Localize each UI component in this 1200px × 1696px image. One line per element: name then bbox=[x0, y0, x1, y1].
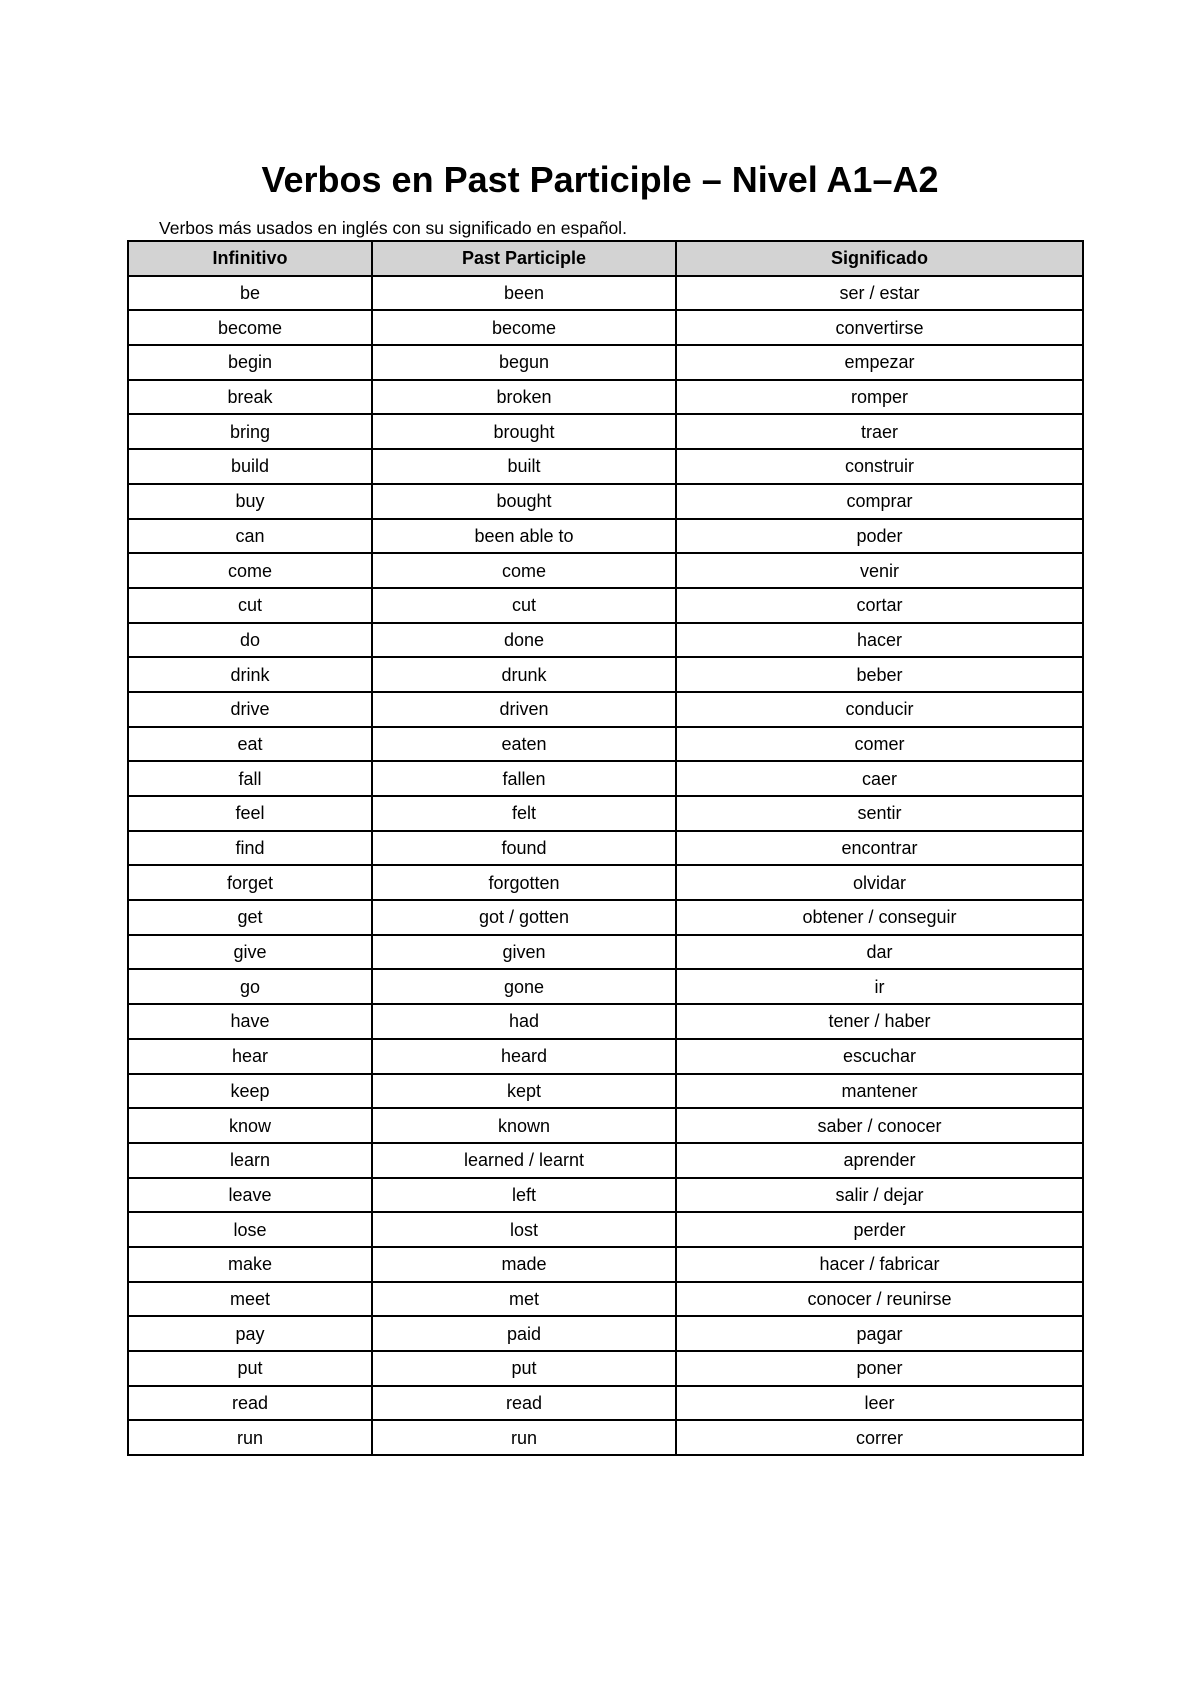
table-row bbox=[128, 380, 1083, 415]
table-row bbox=[128, 345, 1083, 380]
cell-past-participle: built bbox=[372, 449, 676, 484]
table-row bbox=[128, 1178, 1083, 1213]
table-row bbox=[128, 1143, 1083, 1178]
cell-infinitivo: put bbox=[128, 1351, 372, 1386]
cell-past-participle: had bbox=[372, 1004, 676, 1039]
cell-infinitivo: meet bbox=[128, 1282, 372, 1317]
cell-significado: poner bbox=[676, 1351, 1083, 1386]
cell-past-participle: run bbox=[372, 1420, 676, 1455]
cell-significado: salir / dejar bbox=[676, 1178, 1083, 1213]
cell-past-participle: forgotten bbox=[372, 865, 676, 900]
cell-significado: hacer bbox=[676, 623, 1083, 658]
verb-table bbox=[127, 240, 1084, 1456]
table-row bbox=[128, 1247, 1083, 1282]
table-row bbox=[128, 796, 1083, 831]
cell-significado: caer bbox=[676, 761, 1083, 796]
cell-infinitivo: leave bbox=[128, 1178, 372, 1213]
table-row bbox=[128, 484, 1083, 519]
header-infinitivo: Infinitivo bbox=[128, 241, 372, 276]
table-row bbox=[128, 657, 1083, 692]
table-row bbox=[128, 692, 1083, 727]
cell-past-participle: become bbox=[372, 310, 676, 345]
cell-infinitivo: lose bbox=[128, 1212, 372, 1247]
cell-significado: tener / haber bbox=[676, 1004, 1083, 1039]
cell-significado: cortar bbox=[676, 588, 1083, 623]
table-row bbox=[128, 276, 1083, 311]
cell-infinitivo: go bbox=[128, 969, 372, 1004]
cell-significado: ser / estar bbox=[676, 276, 1083, 311]
cell-past-participle: made bbox=[372, 1247, 676, 1282]
table-row bbox=[128, 1212, 1083, 1247]
cell-past-participle: done bbox=[372, 623, 676, 658]
table-row bbox=[128, 588, 1083, 623]
page-title: Verbos en Past Participle – Nivel A1–A2 bbox=[261, 159, 939, 200]
cell-infinitivo: know bbox=[128, 1108, 372, 1143]
cell-infinitivo: drive bbox=[128, 692, 372, 727]
cell-infinitivo: have bbox=[128, 1004, 372, 1039]
cell-significado: venir bbox=[676, 553, 1083, 588]
table-row bbox=[128, 310, 1083, 345]
table-row bbox=[128, 1282, 1083, 1317]
cell-past-participle: broken bbox=[372, 380, 676, 415]
cell-infinitivo: fall bbox=[128, 761, 372, 796]
cell-significado: ir bbox=[676, 969, 1083, 1004]
cell-past-participle: kept bbox=[372, 1074, 676, 1109]
cell-significado: saber / conocer bbox=[676, 1108, 1083, 1143]
cell-infinitivo: keep bbox=[128, 1074, 372, 1109]
table-row bbox=[128, 1074, 1083, 1109]
cell-past-participle: eaten bbox=[372, 727, 676, 762]
table-row bbox=[128, 935, 1083, 970]
table-row bbox=[128, 1386, 1083, 1421]
cell-infinitivo: do bbox=[128, 623, 372, 658]
header-significado: Significado bbox=[676, 241, 1083, 276]
table-row bbox=[128, 623, 1083, 658]
cell-significado: poder bbox=[676, 519, 1083, 554]
cell-past-participle: given bbox=[372, 935, 676, 970]
cell-significado: traer bbox=[676, 414, 1083, 449]
table-row bbox=[128, 449, 1083, 484]
cell-significado: comprar bbox=[676, 484, 1083, 519]
cell-past-participle: gone bbox=[372, 969, 676, 1004]
cell-past-participle: been able to bbox=[372, 519, 676, 554]
cell-infinitivo: can bbox=[128, 519, 372, 554]
cell-past-participle: lost bbox=[372, 1212, 676, 1247]
cell-infinitivo: come bbox=[128, 553, 372, 588]
cell-infinitivo: bring bbox=[128, 414, 372, 449]
cell-significado: pagar bbox=[676, 1316, 1083, 1351]
cell-past-participle: heard bbox=[372, 1039, 676, 1074]
cell-infinitivo: pay bbox=[128, 1316, 372, 1351]
cell-past-participle: read bbox=[372, 1386, 676, 1421]
cell-past-participle: fallen bbox=[372, 761, 676, 796]
cell-significado: olvidar bbox=[676, 865, 1083, 900]
verb-table-header bbox=[128, 241, 1083, 276]
cell-past-participle: begun bbox=[372, 345, 676, 380]
cell-infinitivo: hear bbox=[128, 1039, 372, 1074]
table-row bbox=[128, 1351, 1083, 1386]
cell-past-participle: brought bbox=[372, 414, 676, 449]
cell-significado: mantener bbox=[676, 1074, 1083, 1109]
cell-significado: leer bbox=[676, 1386, 1083, 1421]
table-row bbox=[128, 865, 1083, 900]
cell-significado: sentir bbox=[676, 796, 1083, 831]
cell-past-participle: been bbox=[372, 276, 676, 311]
table-row bbox=[128, 553, 1083, 588]
cell-infinitivo: get bbox=[128, 900, 372, 935]
cell-significado: conducir bbox=[676, 692, 1083, 727]
cell-significado: obtener / conseguir bbox=[676, 900, 1083, 935]
cell-past-participle: put bbox=[372, 1351, 676, 1386]
cell-past-participle: learned / learnt bbox=[372, 1143, 676, 1178]
cell-past-participle: got / gotten bbox=[372, 900, 676, 935]
cell-significado: romper bbox=[676, 380, 1083, 415]
table-row bbox=[128, 727, 1083, 762]
cell-past-participle: left bbox=[372, 1178, 676, 1213]
cell-infinitivo: forget bbox=[128, 865, 372, 900]
cell-significado: dar bbox=[676, 935, 1083, 970]
table-row bbox=[128, 1108, 1083, 1143]
cell-infinitivo: break bbox=[128, 380, 372, 415]
cell-infinitivo: become bbox=[128, 310, 372, 345]
cell-past-participle: cut bbox=[372, 588, 676, 623]
table-row bbox=[128, 1039, 1083, 1074]
cell-past-participle: found bbox=[372, 831, 676, 866]
cell-significado: hacer / fabricar bbox=[676, 1247, 1083, 1282]
cell-past-participle: paid bbox=[372, 1316, 676, 1351]
table-row bbox=[128, 1420, 1083, 1455]
cell-past-participle: drunk bbox=[372, 657, 676, 692]
cell-past-participle: bought bbox=[372, 484, 676, 519]
cell-past-participle: come bbox=[372, 553, 676, 588]
cell-significado: escuchar bbox=[676, 1039, 1083, 1074]
table-row bbox=[128, 831, 1083, 866]
table-row bbox=[128, 414, 1083, 449]
cell-past-participle: driven bbox=[372, 692, 676, 727]
cell-past-participle: met bbox=[372, 1282, 676, 1317]
cell-past-participle: felt bbox=[372, 796, 676, 831]
table-row bbox=[128, 761, 1083, 796]
cell-significado: encontrar bbox=[676, 831, 1083, 866]
table-row bbox=[128, 900, 1083, 935]
cell-significado: empezar bbox=[676, 345, 1083, 380]
cell-past-participle: known bbox=[372, 1108, 676, 1143]
cell-infinitivo: build bbox=[128, 449, 372, 484]
verb-table-body bbox=[128, 276, 1083, 1455]
table-row bbox=[128, 969, 1083, 1004]
header-past-participle: Past Participle bbox=[372, 241, 676, 276]
cell-infinitivo: run bbox=[128, 1420, 372, 1455]
cell-infinitivo: eat bbox=[128, 727, 372, 762]
cell-significado: conocer / reunirse bbox=[676, 1282, 1083, 1317]
cell-significado: perder bbox=[676, 1212, 1083, 1247]
cell-infinitivo: feel bbox=[128, 796, 372, 831]
cell-infinitivo: give bbox=[128, 935, 372, 970]
cell-significado: correr bbox=[676, 1420, 1083, 1455]
cell-infinitivo: learn bbox=[128, 1143, 372, 1178]
cell-infinitivo: make bbox=[128, 1247, 372, 1282]
cell-significado: aprender bbox=[676, 1143, 1083, 1178]
cell-infinitivo: be bbox=[128, 276, 372, 311]
header-row bbox=[128, 241, 1083, 276]
cell-infinitivo: begin bbox=[128, 345, 372, 380]
cell-significado: construir bbox=[676, 449, 1083, 484]
table-row bbox=[128, 1004, 1083, 1039]
cell-significado: comer bbox=[676, 727, 1083, 762]
cell-infinitivo: find bbox=[128, 831, 372, 866]
table-row bbox=[128, 1316, 1083, 1351]
cell-infinitivo: cut bbox=[128, 588, 372, 623]
cell-infinitivo: buy bbox=[128, 484, 372, 519]
cell-infinitivo: read bbox=[128, 1386, 372, 1421]
page-subtitle: Verbos más usados en inglés con su significado en español. bbox=[159, 218, 627, 238]
cell-infinitivo: drink bbox=[128, 657, 372, 692]
cell-significado: convertirse bbox=[676, 310, 1083, 345]
cell-significado: beber bbox=[676, 657, 1083, 692]
table-row bbox=[128, 519, 1083, 554]
